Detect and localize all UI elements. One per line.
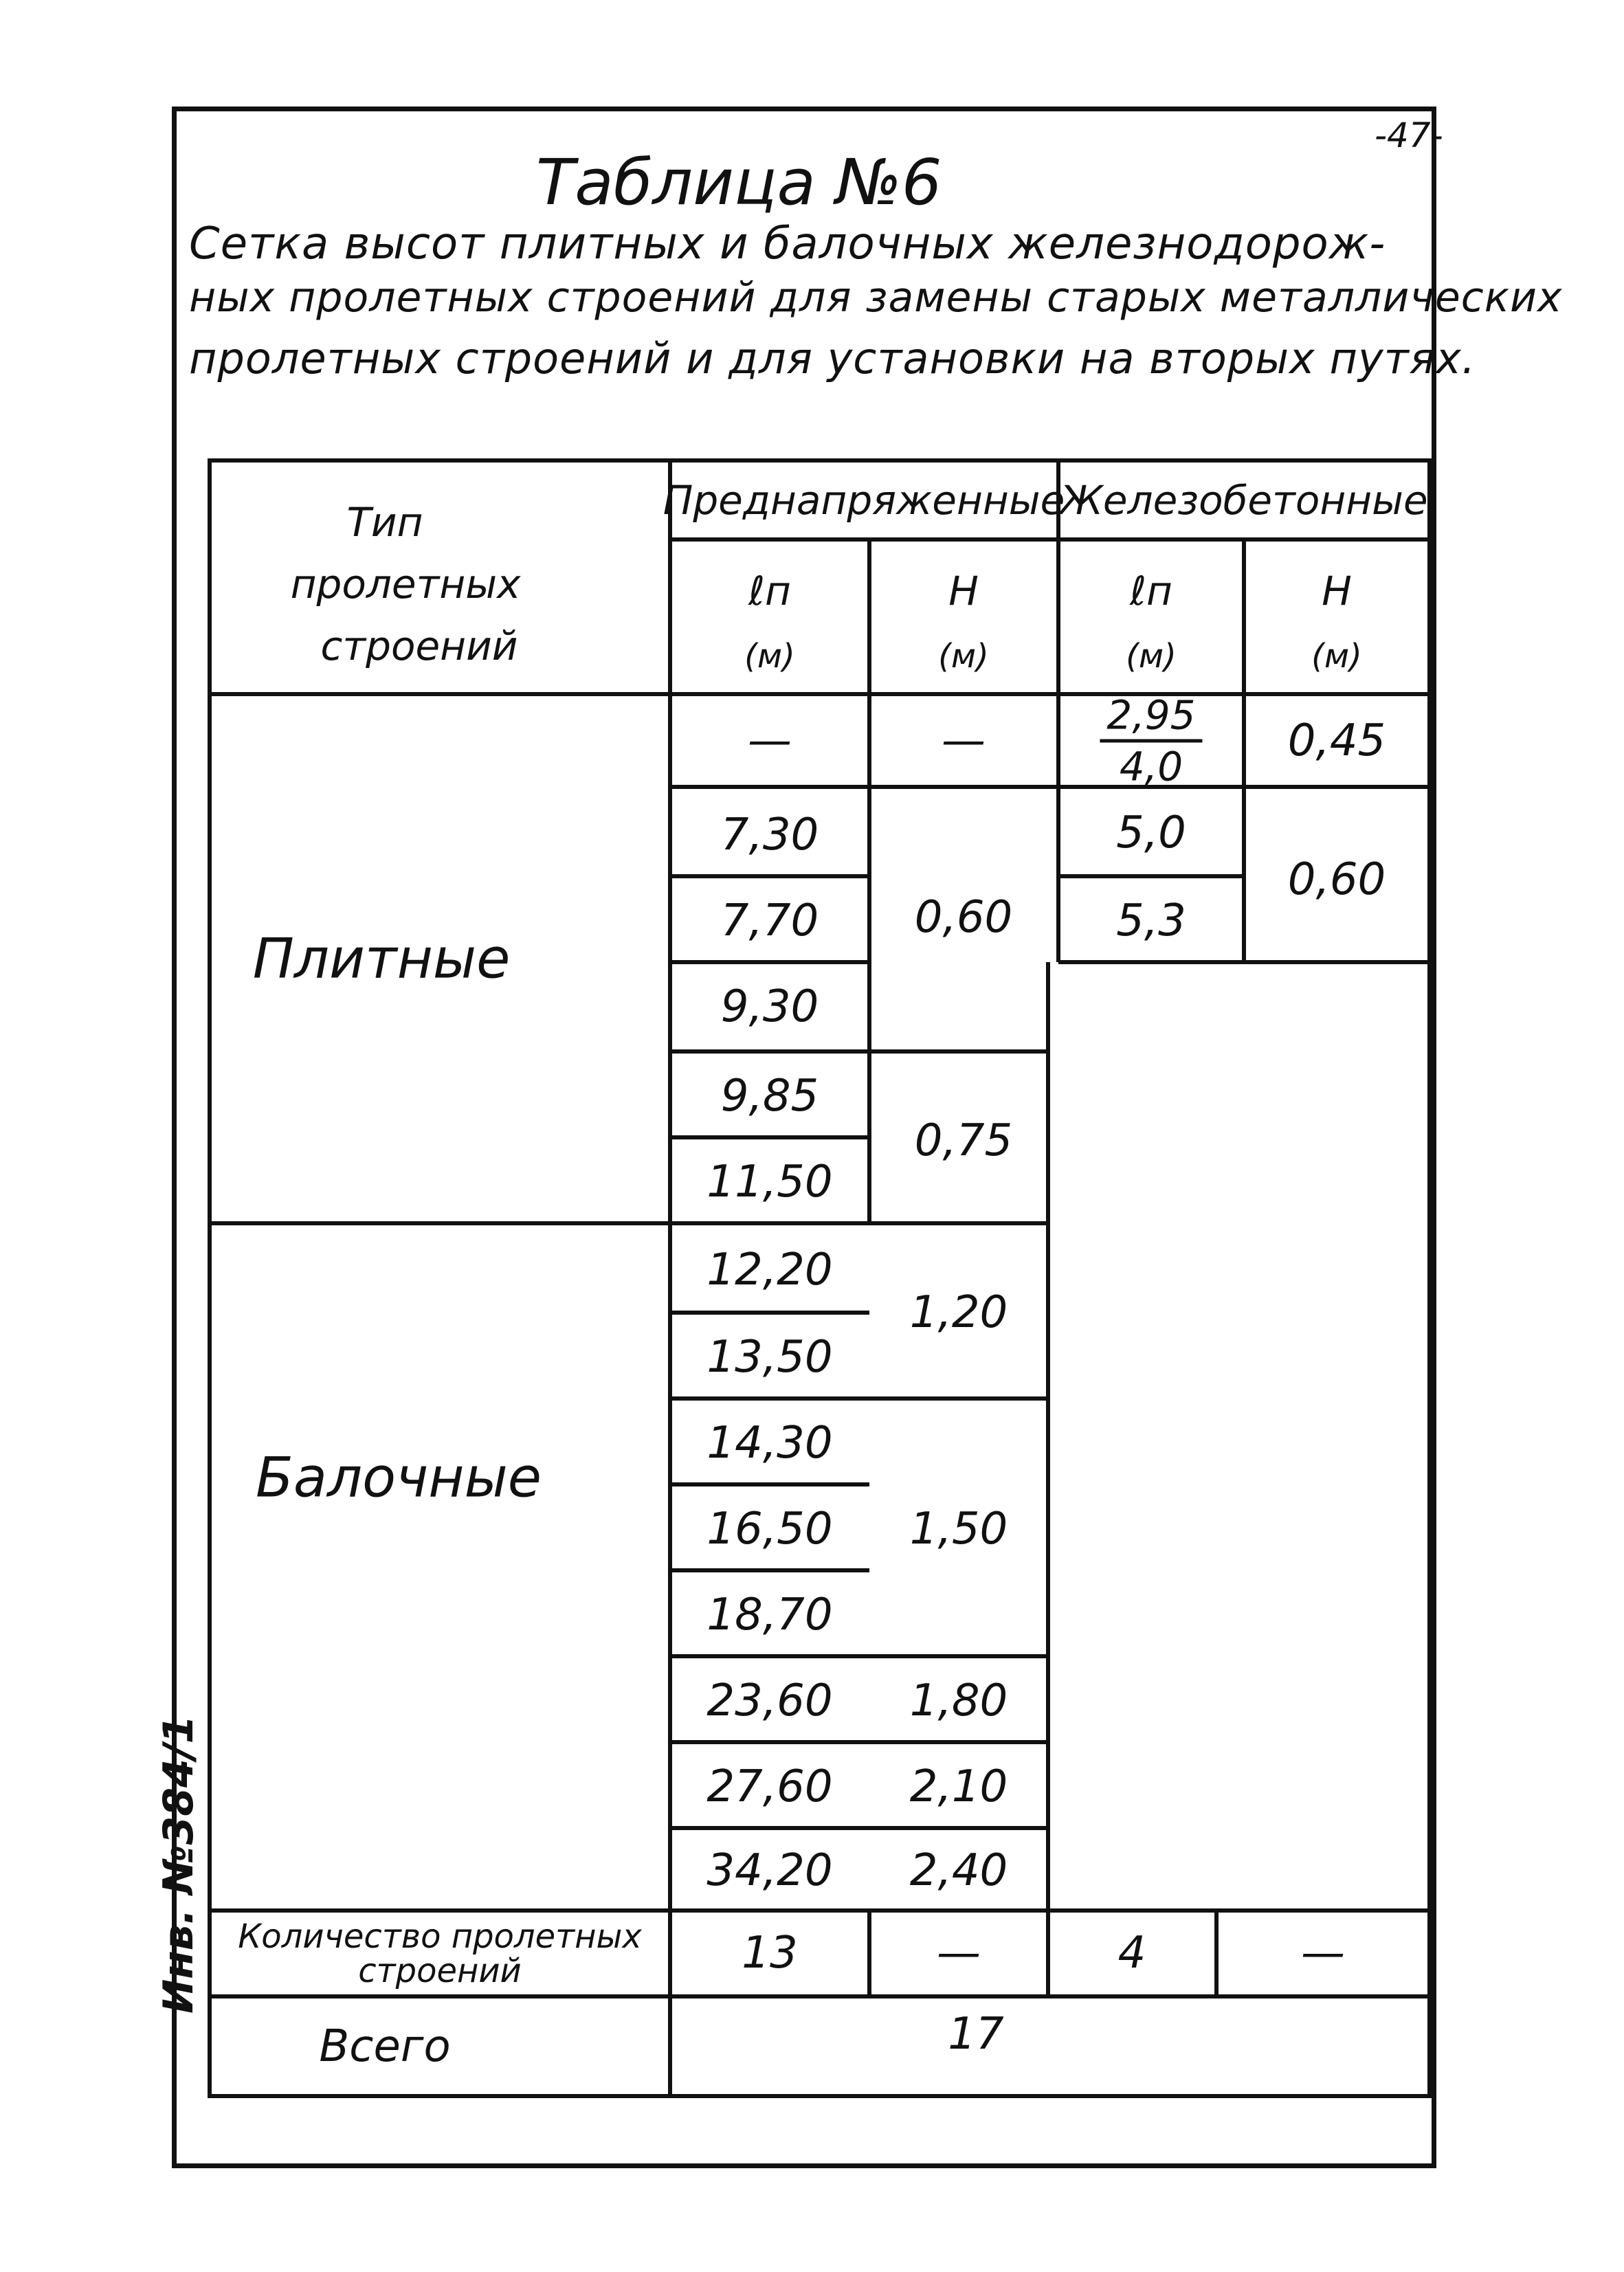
header-pre-h: H [948,568,979,614]
header-group-prestressed: Преднапряженные [663,477,1065,524]
cell-pre-ln: — [748,715,792,766]
cell-rc-ln-fraction [1100,691,1202,790]
cell-pre-ln: 9,30 [720,981,819,1032]
table-title: Таблица №6 [536,146,942,219]
cell-pre-ln: 23,60 [707,1675,833,1726]
cell-pre-ln: 18,70 [707,1590,833,1640]
subtitle-line-2: ных пролетных строений для замены старых металлических [189,274,1563,322]
cell-pre-ln: 13,50 [707,1332,833,1383]
cell-pre-h: 1,80 [909,1675,1008,1726]
header-rc-h-unit: (м) [1311,637,1362,676]
row-group-label-plitnye: Плитные [252,926,511,991]
cell-rc-ln: 5,3 [1116,895,1186,946]
cell-pre-ln: 27,60 [707,1761,833,1812]
cell-rc-h: 0,45 [1287,715,1386,766]
cell-pre-ln: 14,30 [707,1418,833,1469]
header-pre-ln-unit: (м) [744,637,795,676]
cell-pre-h: 0,75 [914,1115,1013,1166]
inventory-stamp: Инв. №384/1 [155,1715,203,2014]
cell-pre-h: 1,50 [909,1504,1008,1555]
header-type-line-3: строений [320,623,518,669]
count-row-label-line-2: строений [358,1952,522,1990]
header-type-line-2: пролетных [290,561,521,608]
header-pre-ln: ℓп [748,568,791,614]
page-number: -47- [1375,115,1443,155]
count-pre-h: — [937,1928,981,1979]
cell-pre-ln: 9,85 [720,1071,819,1122]
header-rc-ln-unit: (м) [1126,637,1177,676]
subtitle-line-1: Сетка высот плитных и балочных железнодорож- [189,219,1386,269]
fraction-numerator: 2,95 [1100,695,1202,743]
header-group-reinforced-concrete: Железобетонные [1060,477,1428,524]
header-type-line-1: Тип [346,499,423,546]
cell-pre-h: 2,10 [909,1761,1008,1812]
cell-pre-ln: 11,50 [707,1157,833,1207]
count-rc-h: — [1301,1928,1345,1979]
cell-rc-ln: 5,0 [1116,808,1186,858]
cell-pre-ln: 7,70 [720,895,819,946]
cell-rc-h: 0,60 [1287,854,1386,905]
cell-pre-ln: 16,50 [707,1504,833,1555]
cell-pre-ln: 7,30 [720,810,819,860]
cell-pre-h: — [942,715,986,766]
header-rc-ln: ℓп [1130,568,1172,614]
fraction-denominator: 4,0 [1119,743,1183,790]
cell-pre-ln: 12,20 [707,1245,833,1295]
cell-pre-h: 1,20 [909,1287,1008,1338]
count-row-label-line-1: Количество пролетных [238,1917,642,1956]
count-pre-ln: 13 [742,1928,798,1979]
row-group-label-balochnye: Балочные [256,1445,542,1510]
total-row-label: Всего [319,2021,451,2072]
subtitle-line-3: пролетных строений и для установки на вторых путях. [189,333,1476,383]
total-row-value: 17 [948,2009,1004,2060]
header-pre-h-unit: (м) [938,637,989,676]
header-rc-h: H [1322,568,1352,614]
cell-pre-h: 2,40 [909,1845,1008,1896]
cell-pre-h: 0,60 [914,892,1013,943]
cell-pre-ln: 34,20 [707,1845,833,1896]
count-rc-ln: 4 [1117,1928,1146,1979]
